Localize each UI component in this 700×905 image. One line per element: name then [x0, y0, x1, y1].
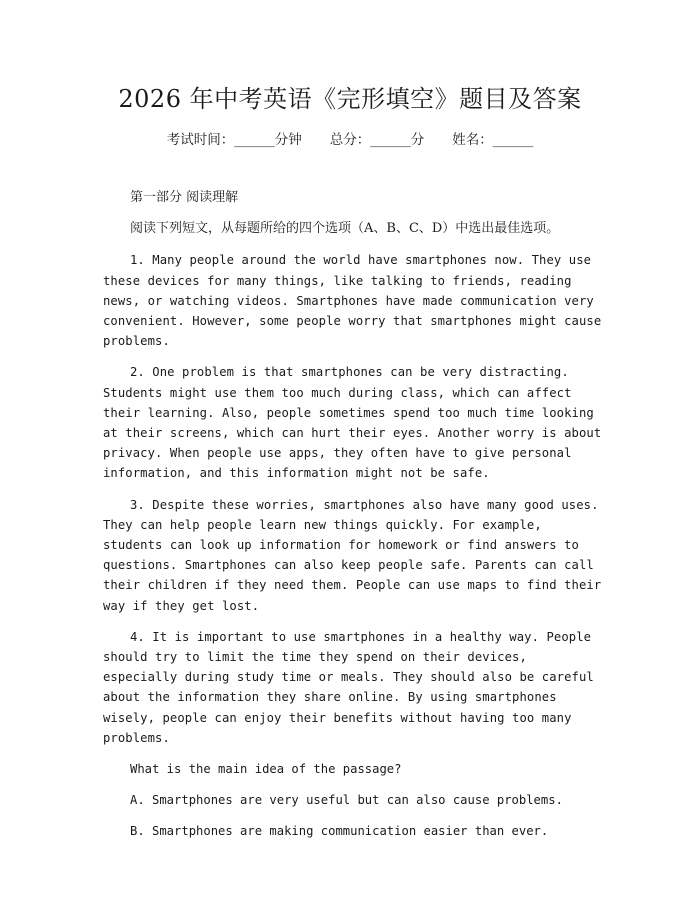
passage-paragraph-1: 1. Many people around the world have smartphones now. They use these devices for many things, like talking to friends, reading news, or watching videos. Smartphones have made communication very convenient. However, some people worry that smartphones might cause problems. [103, 253, 602, 349]
passage-paragraph-2: 2. One problem is that smartphones can be very distracting. Students might use them too much during class, which can affect their learning. Also, people sometimes spend too much time looking at their screens, which can hurt their eyes. Another worry is about privacy. When people use apps, they often have to give personal information, and this information might not be safe. [103, 365, 602, 481]
section-heading: 第一部分 阅读理解 [130, 190, 239, 205]
question-text: What is the main idea of the passage? [130, 762, 402, 777]
total-score-field: 总分：______分 [329, 132, 425, 148]
exam-info [0, 130, 700, 150]
document-body [103, 188, 603, 853]
instruction-text: 阅读下列短文，从每题所给的四个选项（A、B、C、D）中选出最佳选项。 [130, 221, 560, 237]
option-b: B. Smartphones are making communication easier than ever. [130, 824, 549, 839]
student-name-field: 姓名：______ [452, 132, 534, 148]
option-a: A. Smartphones are very useful but can also cause problems. [130, 793, 563, 808]
passage-paragraph-3: 3. Despite these worries, smartphones also have many good uses. They can help people learn new things quickly. For example, students can look up information for homework or find answers to questions. Smartphones can also keep people safe. Parents can call their children if they need them. People can use maps to find their way if they get lost. [103, 497, 602, 613]
exam-time-field: 考试时间：______分钟 [166, 132, 302, 148]
passage-paragraph-4: 4. It is important to use smartphones in a healthy way. People should try to limit the time they spend on their devices, especially during study time or meals. They should also be careful about the information they share online. By using smartphones wisely, people can enjoy their benefits without having too many problems. [103, 629, 594, 745]
document-title: 2026 年中考英语《完形填空》题目及答案 [118, 85, 582, 113]
